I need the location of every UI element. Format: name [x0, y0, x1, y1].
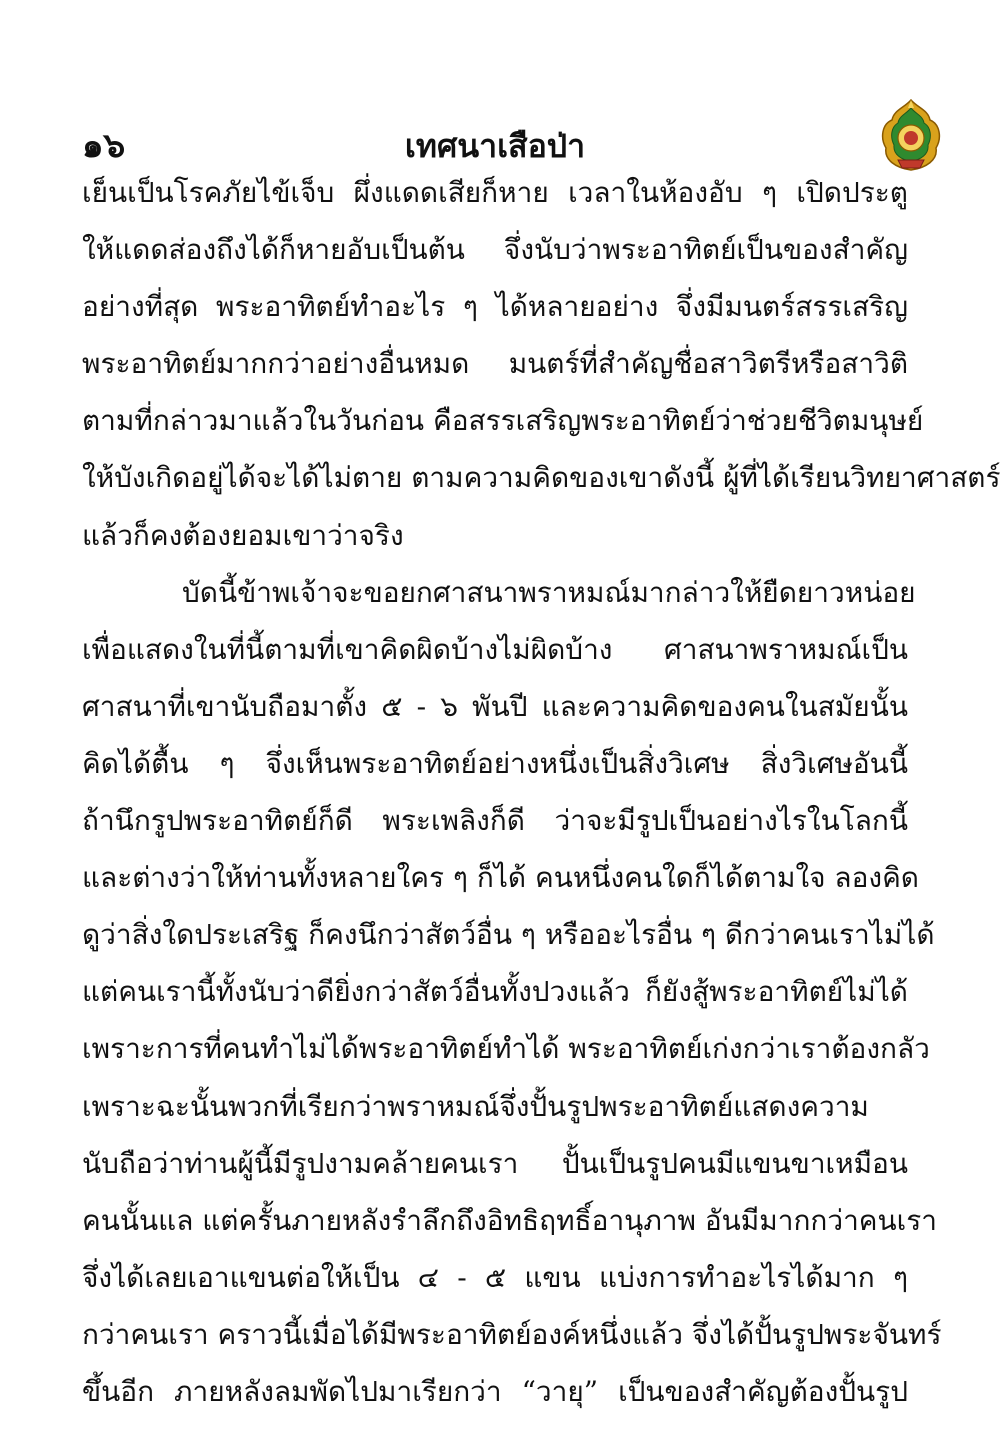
text-line: พระอาทิตย์มากกว่าอย่างอื่นหมด มนตร์ที่สำคัญชื่อสาวิตรีหรือสาวิติ [82, 347, 908, 381]
text-line: ให้บังเกิดอยู่ได้จะได้ไม่ตาย ตามความคิดของเขาดังนี้ ผู้ที่ได้เรียนวิทยาศาสตร์ [82, 461, 1001, 495]
text-line: เย็นเป็นโรคภัยไข้เจ็บ ผึ่งแดดเสียก็หาย เวลาในห้องอับ ๆ เปิดประตู [82, 176, 908, 209]
text-line: เพราะฉะนั้นพวกที่เรียกว่าพราหมณ์จึ่งปั้นรูปพระอาทิตย์แสดงความ [82, 1089, 869, 1123]
text-line: ตามที่กล่าวมาแล้วในวันก่อน คือสรรเสริญพระอาทิตย์ว่าช่วยชีวิตมนุษย์ [82, 404, 924, 438]
text-line: แล้วก็คงต้องยอมเขาว่าจริง [82, 518, 404, 552]
text-line: คนนั้นแล แต่ครั้นภายหลังรำลึกถึงอิทธิฤทธิ์อานุภาพ อันมีมากกว่าคนเรา [82, 1203, 937, 1237]
text-line: ศาสนาที่เขานับถือมาตั้ง ๕ - ๖ พันปี และความคิดของคนในสมัยนั้น [82, 689, 908, 723]
royal-emblem-icon [878, 98, 944, 172]
page-number: ๑๖ [82, 126, 126, 166]
text-line: แต่คนเรานี้ทั้งนับว่าดียิ่งกว่าสัตว์อื่นทั้งปวงแล้ว ก็ยังสู้พระอาทิตย์ไม่ได้ [82, 975, 908, 1009]
running-title: เทศนาเสือป่า [404, 127, 586, 165]
text-line: เพื่อแสดงในที่นี้ตามที่เขาคิดผิดบ้างไม่ผิดบ้าง ศาสนาพราหมณ์เป็น [82, 632, 908, 666]
text-line: และต่างว่าให้ท่านทั้งหลายใคร ๆ ก็ได้ คนหนึ่งคนใดก็ได้ตามใจ ลองคิด [82, 861, 919, 895]
text-line: เพราะการที่คนทำไม่ได้พระอาทิตย์ทำได้ พระอาทิตย์เก่งกว่าเราต้องกลัว [82, 1032, 930, 1066]
text-line: ดูว่าสิ่งใดประเสริฐ ก็คงนึกว่าสัตว์อื่น ๆ หรืออะไรอื่น ๆ ดีกว่าคนเราไม่ได้ [82, 918, 935, 952]
text-line: ให้แดดส่องถึงได้ก็หายอับเป็นต้น จึ่งนับว่าพระอาทิตย์เป็นของสำคัญ [82, 233, 908, 267]
body-text [82, 164, 1001, 1420]
text-line: กว่าคนเรา คราวนี้เมื่อได้มีพระอาทิตย์องค์หนึ่งแล้ว จึ่งได้ปั้นรูปพระจันทร์ [82, 1317, 942, 1351]
text-line: จึ่งได้เลยเอาแขนต่อให้เป็น ๔ - ๕ แขน แบ่งการทำอะไรได้มาก ๆ [82, 1260, 908, 1294]
text-line: ถ้านึกรูปพระอาทิตย์ก็ดี พระเพลิงก็ดี ว่าจะมีรูปเป็นอย่างไรในโลกนี้ [82, 804, 908, 838]
paragraph-first-line: บัดนี้ข้าพเจ้าจะขอยกศาสนาพราหมณ์มากล่าวให้ยืดยาวหน่อย [182, 575, 916, 609]
text-line: คิดได้ตื้น ๆ จึ่งเห็นพระอาทิตย์อย่างหนึ่งเป็นสิ่งวิเศษ สิ่งวิเศษอันนี้ [82, 746, 908, 780]
text-line: นับถือว่าท่านผู้นี้มีรูปงามคล้ายคนเรา ปั้นเป็นรูปคนมีแขนขาเหมือน [82, 1146, 908, 1180]
text-line: อย่างที่สุด พระอาทิตย์ทำอะไร ๆ ได้หลายอย่าง จึ่งมีมนตร์สรรเสริญ [82, 290, 908, 324]
text-line: ขึ้นอีก ภายหลังลมพัดไปมาเรียกว่า “วายุ” เป็นของสำคัญต้องปั้นรูป [82, 1374, 908, 1408]
